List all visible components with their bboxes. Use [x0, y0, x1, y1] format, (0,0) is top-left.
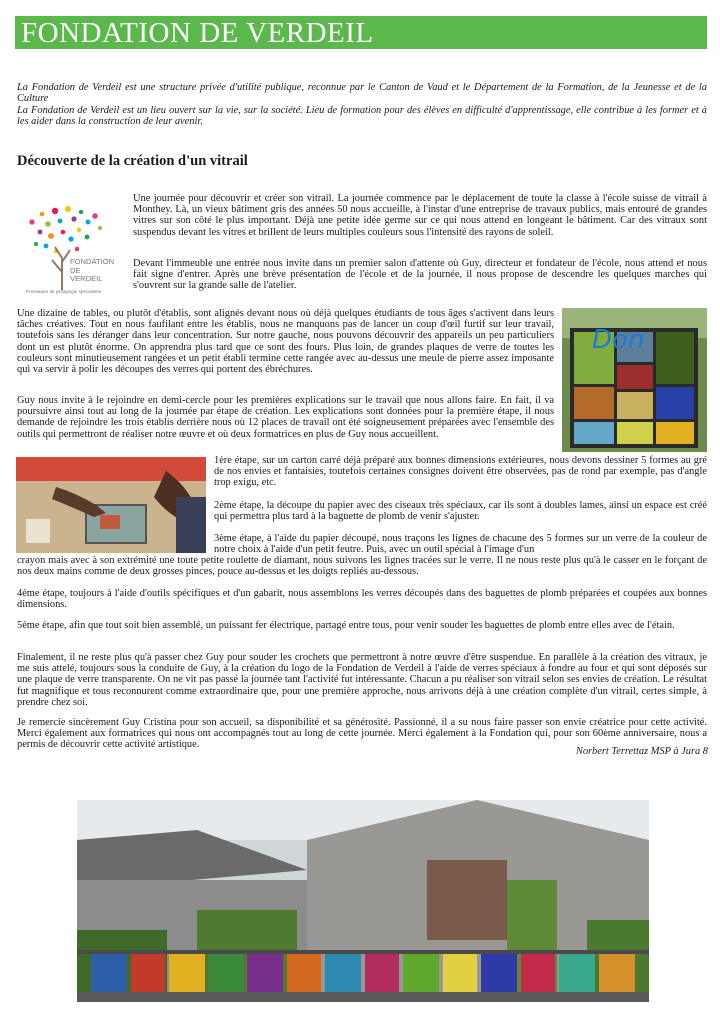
handwritten-don-text: Don — [592, 325, 645, 355]
fondation-logo — [22, 200, 126, 302]
article-paragraph-2: Devant l'immeuble une entrée nous invite dans un premier salon d'attente où Guy, directeur et fondateur de l'école, nous attend et nous fait signe d'entrer. Après une brève présentation de l'école et de la journée, il nous propose de descendre les quelques marches qui s'ouvrent sur la grande salle de l'atelier. — [133, 258, 707, 292]
article-paragraph-10: Finalement, il ne reste plus qu'à passer chez Guy pour souder les crochets que permettront à notre œuvre d'être suspendue. En parallèle à la création des vitraux, je me suis attelé, toujours sous la conduite de Guy, à la création du logo de la Fondation de Verdeil à l'aide de verres spéciaux à fondre au four et qui sont déposés sur une plaque de verre transparente. On ne vit pas passé la journée tant l'activité fut intéressante. Chacun a pu réaliser son vitrail selon ses envies de création. Le résultat fut magnifique et tous reconnurent comme extraordinaire que, pour une première approche, nous arrivons déjà à une création complète d'un vitrail, certes simple, à prendre chez soi. — [17, 652, 707, 708]
article-paragraph-7-start: 3ème étape, à l'aide du papier découpé, nous traçons les lignes de chacune des 5 formes sur un verre de la couleur de notre choix à l'aide d'un petit feutre. Puis, avec un outil spécial à l'image d'un — [214, 533, 707, 556]
tree-of-colored-dots-icon — [22, 200, 126, 302]
stained-glass-photo — [562, 308, 707, 452]
article-paragraph-6: 2ème étape, la découpe du papier avec des ciseaux très spéciaux, car ils sont à doubles lames, ainsi un espace est créé qui permettra plus tard à la baguette de plomb de venir s'ajuster. — [214, 500, 707, 523]
stained-glass-panel-image — [562, 308, 707, 452]
article-paragraph-7-end: crayon mais avec à son extrémité une toute petite roulette de diamant, nous suivons les lignes tracées sur le verre. Il ne nous reste plus qu'à le casser en le forçant de nos deux mains comme de deux grosses pinces, pouce au-dessus et les doigts repliés au-dessous. — [17, 555, 707, 578]
article-paragraph-1: Une journée pour découvrir et créer son vitrail. La journée commence par le déplacement de toute la classe à l'école suisse de vitrail à Monthey. Là, un vieux bâtiment gris des années 50 nous accueille, à l'instar d'une entreprise de travaux publics, mais entouré de grandes vitres sur son côté le plus important. Déjà une petite idée germe sur ce qui nous attend en longeant le bâtiment. Car des vitraux sont suspendus devant les vitres et brillent de leurs multiples couleurs sous l'intensité des rayons de soleil. — [133, 193, 707, 238]
title-banner — [15, 16, 707, 49]
hands-cutting-glass-image — [16, 457, 206, 553]
stained-glass-row-image — [77, 800, 649, 1002]
intro-paragraph-1: La Fondation de Verdeil est une structure privée d'utilité publique, reconnue par le Canton de Vaud et le Département de la Formation, de la Jeunesse et de la Culture — [17, 82, 707, 105]
article-paragraph-4: Guy nous invite à le rejoindre en demi-cercle pour les premières explications sur le travail que nous allons faire. En fait, il va poursuivre ainsi tout au long de la journée par étape de création. Les explications sont données pour la première étape, il nous demande de rejoindre les trois établis derrière nous où 12 places de travail ont été soigneusement préparées avec l'ensemble des outils qui permettront de réaliser notre œuvre et où deux formatrices en plus de Guy nous accueillent. — [17, 395, 554, 440]
workshop-photo — [16, 457, 206, 553]
article-paragraph-8: 4ème étape, toujours à l'aide d'outils spécifiques et d'un gabarit, nous assemblons les verres découpés dans des baguettes de plomb préparées et coupées aux bonnes dimensions. — [17, 588, 707, 611]
article-title: Découverte de la création d'un vitrail — [17, 153, 248, 169]
logo-line-2: DE — [70, 265, 81, 275]
building-stained-glass-photo — [77, 800, 649, 1002]
author-signature: Norbert Terrettaz MSP à Jura 8 — [575, 746, 708, 757]
article-paragraph-3: Une dizaine de tables, ou plutôt d'établis, sont alignés devant nous où déjà quelques étudiants de tous âges s'activent dans leurs tâches créatives. Tout en nous faufilant entre les établis, nous ne manquons pas de lancer un coup d'œil furtif sur leur travail, toutefois sans les déranger dans leur concentration. Sur notre gauche, nous pouvons découvrir des appareils un peu particuliers dont un est plutôt énorme. On apprendra plus tard que ce sont des fours. Plus loin, de grandes plaques de verre de toutes les couleurs sont minutieusement rangées et un petit établi termine cette rangée avec au-dessus une meule de pierre assez imposante qui va servir à polir les découpes des verres qui portent des ébréchures. — [17, 308, 554, 376]
article-paragraph-9: 5ème étape, afin que tout soit bien assemblé, un puissant fer électrique, partagé entre tous, pour venir souder les baguettes de plomb entre elles avec de l'étain. — [17, 620, 675, 631]
logo-line-3: VERDEIL — [70, 274, 103, 283]
logo-tagline: Prestataire de pédagogie spécialisée — [26, 289, 102, 294]
intro-paragraph-2: La Fondation de Verdeil est un lieu ouvert sur la vie, sur la société. Lieu de formation pour des élèves en difficulté d'apprentissage, elle contribue à les former et à les aider dans la construction de leur avenir. — [17, 104, 707, 127]
page-title: FONDATION DE VERDEIL — [21, 17, 374, 49]
intro-text — [17, 82, 707, 127]
article-paragraph-11: Je remercie sincèrement Guy Cristina pour son accueil, sa disponibilité et sa générosité. Passionné, il a su nous faire passer son envie créatrice pour cette activité. Merci également aux formatrices qui nous ont accompagnés tout au long de cette journée. Merci également à la Fondation qui, pour son 60ème anniversaire, nous a permis de découvrir cette activité artistique. — [17, 717, 707, 751]
logo-wordmark — [70, 258, 114, 284]
logo-line-1: FONDATION — [70, 257, 115, 266]
article-paragraph-5: 1ère étape, sur un carton carré déjà préparé aux bonnes dimensions extérieures, nous devons dessiner 5 formes au gré de nos envies et fantaisies, toutefois certaines consignes doivent être observées, pas de rond par exemple, pas d'angle trop exigu, etc. — [214, 455, 707, 489]
